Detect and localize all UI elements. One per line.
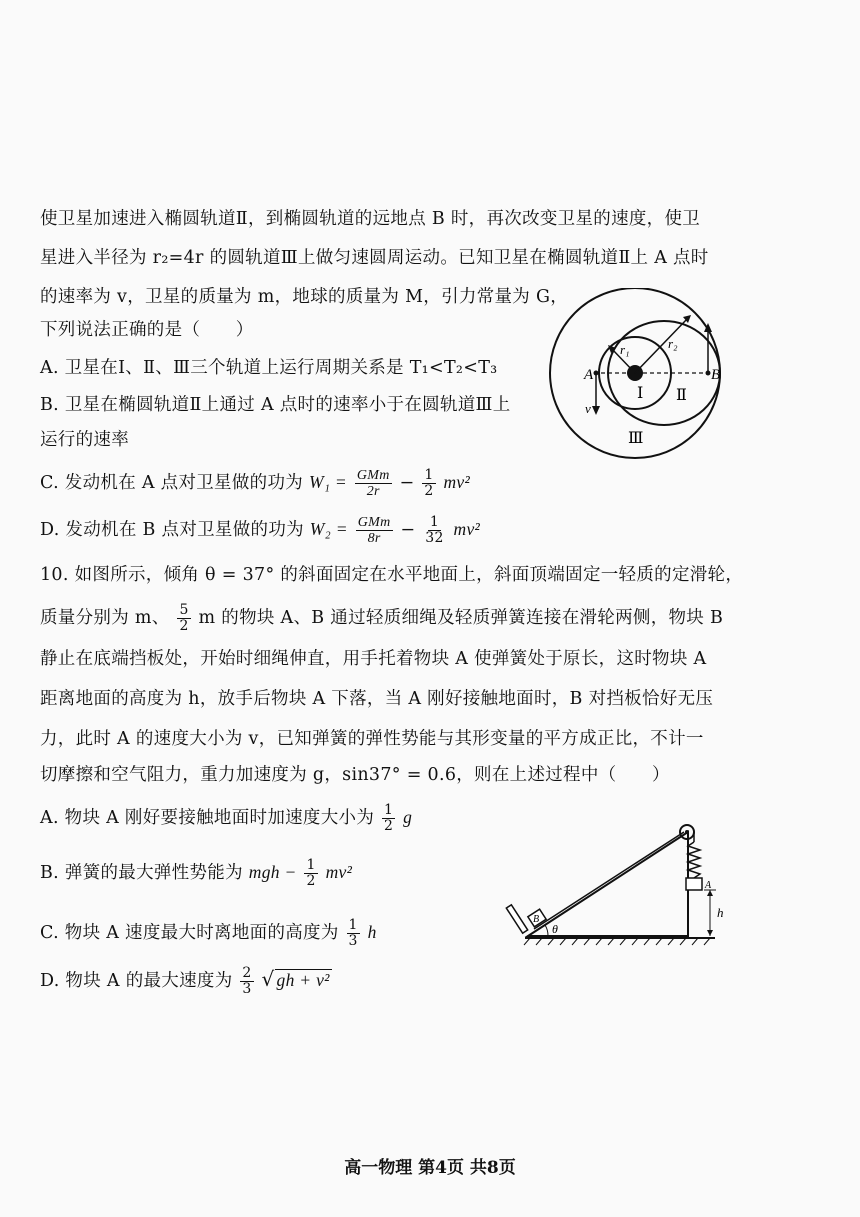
q9-line1: 使卫星加速进入椭圆轨道Ⅱ，到椭圆轨道的远地点 B 时，再次改变卫星的速度，使卫 [40,209,701,229]
label-block-a: A [705,880,712,891]
sqrt-sign: √ [261,967,275,991]
q10-line6: 切摩擦和空气阻力，重力加速度为 g，sin37° = 0.6，则在上述过程中（ ） [40,765,670,785]
page-footer: 高一物理 第4页 共8页 [344,1158,516,1178]
fraction-denominator: 8r [367,531,381,546]
point-a-dot [594,371,599,376]
q9-line2: 星进入半径为 r₂=4r 的圆轨道Ⅲ上做匀速圆周运动。已知卫星在椭圆轨道Ⅱ上 A 点时 [40,248,709,268]
q10-option-d-radicand: gh + v² [276,970,330,990]
q10-option-d-prefix: D. 物块 A 的最大速度为 [40,971,233,991]
fraction-numerator: 1 [384,802,394,818]
q10-option-b-tail: mv² [325,862,353,882]
q9-option-c-w: W₁ = [308,472,347,492]
q10-option-a-prefix: A. 物块 A 刚好要接触地面时加速度大小为 [40,808,375,828]
q9-option-d-tail: mv² [453,519,481,539]
label-a: A [584,367,594,383]
q10-option-d [40,966,332,997]
q9-option-d-prefix: D. 发动机在 B 点对卫星做的功为 [40,520,304,540]
fraction-numerator: 1 [424,467,434,483]
q9-option-b-line1: B. 卫星在椭圆轨道Ⅱ上通过 A 点时的速率小于在圆轨道Ⅲ上 [40,395,511,415]
q9-line4: 下列说法正确的是（ ） [40,320,254,340]
fraction-denominator: 3 [242,981,252,997]
fraction-denominator: 2 [179,618,189,634]
fraction-numerator: 5 [179,602,189,618]
q9-option-d-fraction2 [423,515,445,546]
fraction-numerator: GMm [356,468,390,483]
q10-option-a-fraction [382,803,395,834]
label-orbit-i: Ⅰ [637,385,644,402]
end-stop-board [506,905,527,933]
angle-arc [545,925,548,936]
point-b-dot [706,371,711,376]
q10-line2-suffix: m 的物块 A、B 通过轻质细绳及轻质弹簧连接在滑轮两侧，物块 B [198,608,724,628]
q10-option-a-tail: g [403,807,413,827]
fraction-denominator: 2 [424,483,434,499]
spring [688,842,700,878]
fraction-denominator: 2 [306,873,316,889]
q10-line3: 静止在底端挡板处，开始时细绳伸直，用手托着物块 A 使弹簧处于原长，这时物块 A [40,649,707,669]
label-v: v [585,401,591,416]
orbit-diagram [548,288,728,463]
block-a [686,878,702,890]
incline-diagram [500,818,740,948]
label-r2: r₂ [668,336,678,351]
minus-sign: − [400,520,416,540]
pulley-axle [685,830,689,834]
label-block-b: B [533,914,540,925]
q9-option-d-fraction1 [356,515,393,546]
q10-line4: 距离地面的高度为 h，放手后物块 A 下落，当 A 刚好接触地面时，B 对挡板恰好无压 [40,689,714,709]
fraction-denominator: 2 [384,818,394,834]
q9-line3: 的速率为 v，卫星的质量为 m，地球的质量为 M，引力常量为 G， [40,287,569,307]
q9-option-d-w: W₂ = [309,519,348,539]
incline-body [528,832,688,936]
q9-option-c-fraction2 [422,468,435,499]
label-h: h [717,905,724,920]
q10-option-c-tail: h [367,922,377,942]
q10-option-c [40,918,377,949]
q10-line2 [40,603,723,634]
q9-option-c [40,468,470,499]
height-arrowhead-bottom [707,930,713,936]
ground-hatching [524,938,710,945]
q10-option-d-fraction [240,966,253,997]
q10-option-b-fraction [304,858,317,889]
label-theta: θ [552,922,558,936]
fraction-numerator: 2 [242,965,252,981]
velocity-v-arrowhead [592,406,600,415]
q10-option-b-prefix: B. 弹簧的最大弹性势能为 [40,863,243,883]
q10-option-c-fraction [347,918,360,949]
q10-option-a [40,803,412,834]
fraction-denominator: 3 [348,933,358,949]
r2-arrow [635,318,688,373]
q9-option-c-fraction1 [355,468,392,499]
fraction-denominator: 32 [425,530,444,546]
q9-option-c-tail: mv² [443,472,471,492]
q10-option-c-prefix: C. 物块 A 速度最大时离地面的高度为 [40,923,339,943]
q10-option-b-mgh: mgh − [248,862,297,882]
minus-sign: − [399,473,415,493]
fraction-numerator: 1 [348,917,358,933]
fraction-numerator: 1 [306,857,316,873]
label-r1: r₁ [620,342,630,357]
q9-option-a: A. 卫星在Ⅰ、Ⅱ、Ⅲ三个轨道上运行周期关系是 T₁<T₂<T₃ [40,358,498,378]
q10-line2-fraction [177,603,190,634]
q9-option-c-prefix: C. 发动机在 A 点对卫星做的功为 [40,473,304,493]
label-orbit-ii: Ⅱ [676,387,687,404]
q10-line1: 10. 如图所示，倾角 θ = 37° 的斜面固定在水平地面上，斜面顶端固定一轻质的定滑轮， [40,565,744,585]
q10-option-b [40,858,352,889]
q10-line5: 力，此时 A 的速度大小为 v，已知弹簧的弹性势能与其形变量的平方成正比，不计一 [40,729,704,749]
q9-option-b-line2: 运行的速率 [40,430,129,450]
fraction-numerator: GMm [357,515,391,530]
label-b: B [711,367,721,383]
fraction-denominator: 2r [366,484,380,499]
q10-line2-prefix: 质量分别为 m、 [40,608,170,628]
label-orbit-iii: Ⅲ [628,430,644,447]
incline-surface-inner [534,832,684,929]
q9-option-d [40,515,480,546]
fraction-numerator: 1 [429,514,440,530]
